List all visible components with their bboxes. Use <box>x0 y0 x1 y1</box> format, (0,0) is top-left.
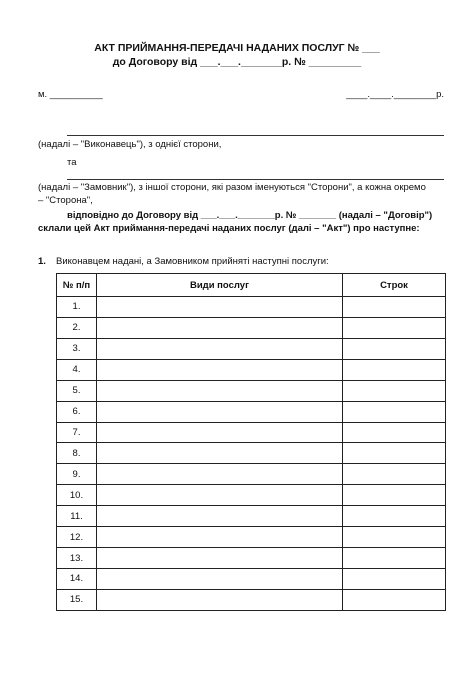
row-number: 12. <box>57 527 97 548</box>
executor-name-line <box>67 135 444 136</box>
service-cell[interactable] <box>97 464 343 485</box>
row-number: 5. <box>57 380 97 401</box>
basis-text-cont: склали цей Акт приймання-передачі наданих послуг (далі – "Акт") про наступне: <box>38 223 420 234</box>
table-row <box>57 422 446 443</box>
term-cell[interactable] <box>343 506 446 527</box>
service-cell[interactable] <box>97 548 343 569</box>
table-row <box>57 297 446 318</box>
term-cell[interactable] <box>343 548 446 569</box>
act-title: АКТ ПРИЙМАННЯ-ПЕРЕДАЧІ НАДАНИХ ПОСЛУГ № ___ <box>94 42 380 54</box>
row-number: 11. <box>57 506 97 527</box>
term-cell[interactable] <box>343 297 446 318</box>
row-number: 2. <box>57 317 97 338</box>
service-cell[interactable] <box>97 359 343 380</box>
conjunction-text: та <box>67 157 77 168</box>
term-cell[interactable] <box>343 589 446 610</box>
service-cell[interactable] <box>97 527 343 548</box>
row-number: 4. <box>57 359 97 380</box>
table-header-row <box>57 274 446 297</box>
term-cell[interactable] <box>343 443 446 464</box>
row-number: 9. <box>57 464 97 485</box>
table-row <box>57 401 446 422</box>
city-field: м. __________ <box>38 89 103 100</box>
table-row <box>57 506 446 527</box>
basis-text: відповідно до Договору від ___.___._______р. № _______ (надалі – "Договір") <box>67 210 433 221</box>
row-number: 7. <box>57 422 97 443</box>
table-row <box>57 443 446 464</box>
term-cell[interactable] <box>343 485 446 506</box>
service-cell[interactable] <box>97 401 343 422</box>
row-number: 1. <box>57 297 97 318</box>
row-number: 15. <box>57 589 97 610</box>
service-cell[interactable] <box>97 506 343 527</box>
executor-party-text: (надалі – "Виконавець"), з однієї сторони, <box>38 139 222 150</box>
service-cell[interactable] <box>97 568 343 589</box>
table-row <box>57 338 446 359</box>
row-number: 8. <box>57 443 97 464</box>
date-field: ____.____.________р. <box>346 89 444 100</box>
term-cell[interactable] <box>343 464 446 485</box>
service-cell[interactable] <box>97 380 343 401</box>
services-table <box>56 273 446 611</box>
header-number: № п/п <box>57 274 97 297</box>
table-row <box>57 380 446 401</box>
customer-name-line <box>67 179 444 180</box>
term-cell[interactable] <box>343 527 446 548</box>
section-text: Виконавцем надані, а Замовником прийняті наступні послуги: <box>56 256 329 267</box>
term-cell[interactable] <box>343 317 446 338</box>
table-row <box>57 589 446 610</box>
term-cell[interactable] <box>343 380 446 401</box>
table-row <box>57 359 446 380</box>
row-number: 14. <box>57 568 97 589</box>
header-services: Види послуг <box>97 274 343 297</box>
row-number: 6. <box>57 401 97 422</box>
table-row <box>57 527 446 548</box>
term-cell[interactable] <box>343 422 446 443</box>
service-cell[interactable] <box>97 422 343 443</box>
service-cell[interactable] <box>97 338 343 359</box>
service-cell[interactable] <box>97 485 343 506</box>
term-cell[interactable] <box>343 568 446 589</box>
contract-reference: до Договору від ___.___._______р. № _________ <box>112 56 362 68</box>
service-cell[interactable] <box>97 589 343 610</box>
table-row <box>57 548 446 569</box>
row-number: 10. <box>57 485 97 506</box>
term-cell[interactable] <box>343 338 446 359</box>
term-cell[interactable] <box>343 359 446 380</box>
row-number: 13. <box>57 548 97 569</box>
term-cell[interactable] <box>343 401 446 422</box>
section-number: 1. <box>38 256 46 267</box>
header-term: Строк <box>343 274 446 297</box>
customer-party-text-cont: – "Сторона", <box>38 195 93 206</box>
service-cell[interactable] <box>97 297 343 318</box>
table-row <box>57 485 446 506</box>
table-row <box>57 568 446 589</box>
customer-party-text: (надалі – "Замовник"), з іншої сторони, які разом іменуються "Сторони", а кожна окремо <box>38 182 426 193</box>
table-row <box>57 317 446 338</box>
table-row <box>57 464 446 485</box>
row-number: 3. <box>57 338 97 359</box>
service-cell[interactable] <box>97 317 343 338</box>
service-cell[interactable] <box>97 443 343 464</box>
